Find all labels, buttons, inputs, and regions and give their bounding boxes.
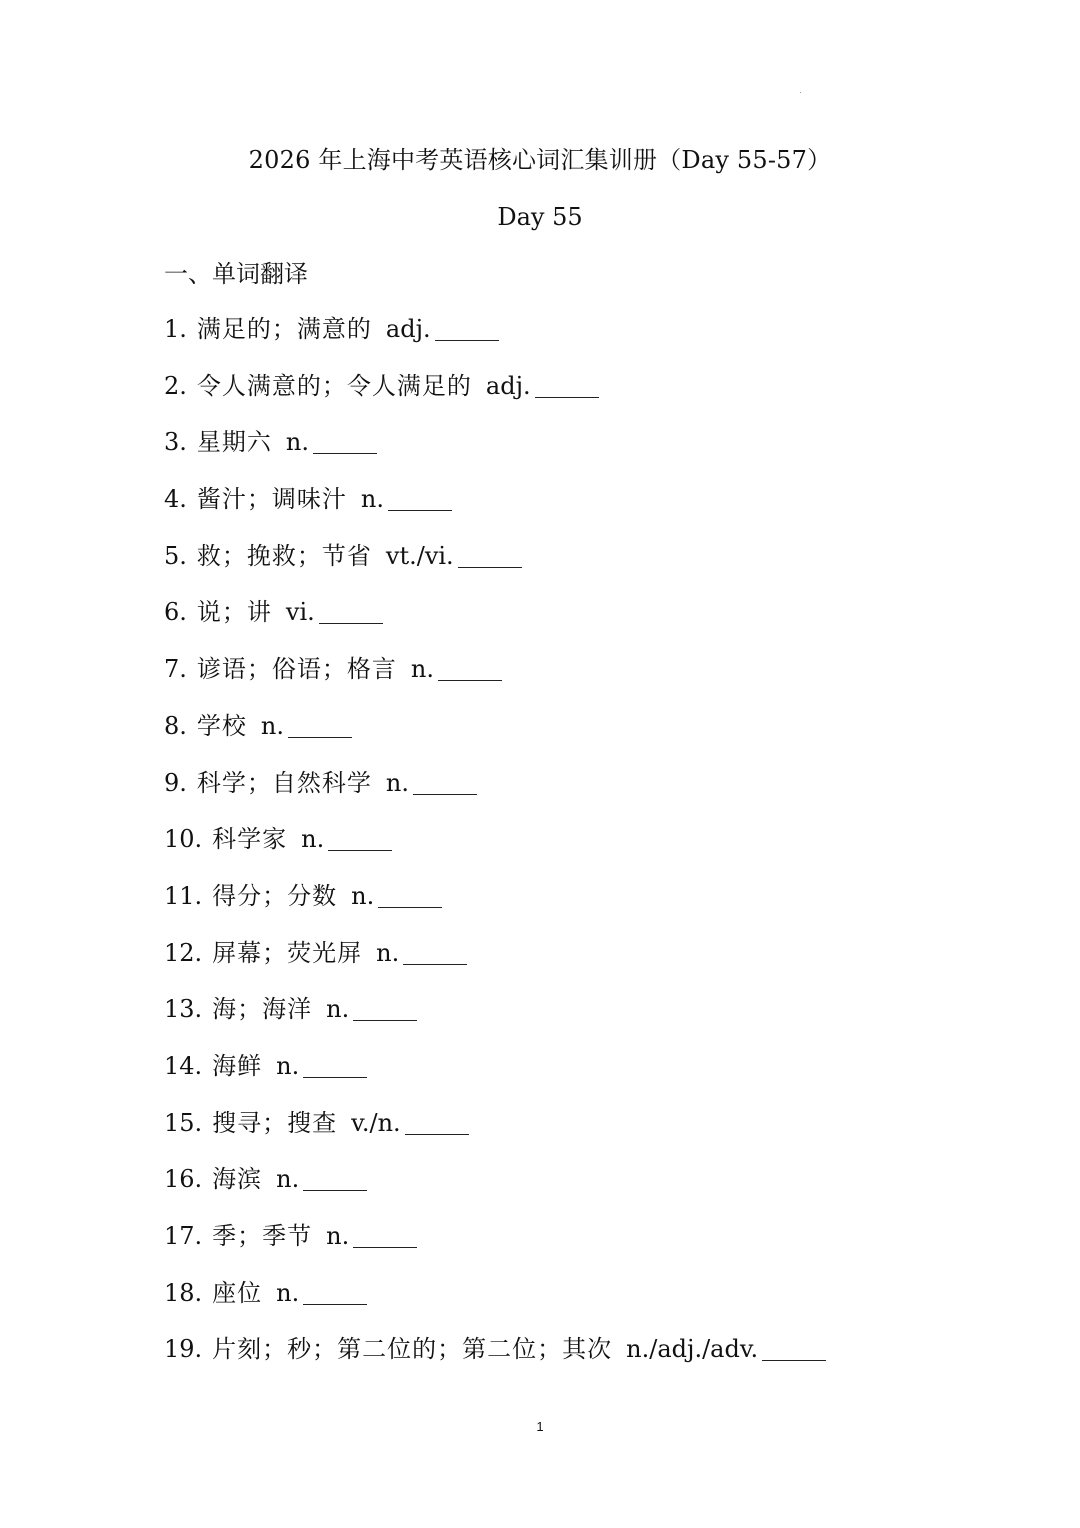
- part-of-speech: n.: [276, 1165, 300, 1194]
- answer-blank[interactable]: [438, 656, 502, 681]
- list-item: [164, 651, 1024, 708]
- answer-blank[interactable]: [435, 316, 499, 341]
- list-item: [164, 765, 1024, 822]
- chinese-meaning: 海鲜: [212, 1051, 263, 1080]
- chinese-meaning: 星期六: [196, 428, 272, 457]
- chinese-meaning: 说；讲: [196, 598, 272, 627]
- chinese-meaning: 海；海洋: [212, 995, 313, 1024]
- answer-blank[interactable]: [403, 940, 467, 965]
- part-of-speech: n.: [385, 768, 409, 797]
- item-number: 4.: [164, 485, 187, 514]
- chinese-meaning: 满足的；满意的: [196, 315, 372, 343]
- item-number: 19.: [164, 1335, 203, 1364]
- item-number: 11.: [164, 881, 203, 910]
- part-of-speech: n.: [410, 655, 434, 684]
- answer-blank[interactable]: [319, 599, 383, 624]
- answer-blank[interactable]: [288, 713, 352, 738]
- answer-blank[interactable]: [535, 373, 599, 398]
- item-number: 16.: [164, 1165, 203, 1194]
- chinese-meaning: 科学家: [212, 825, 288, 854]
- list-item: [164, 1048, 1024, 1105]
- part-of-speech: n.: [326, 995, 350, 1024]
- list-item: [164, 935, 1024, 992]
- list-item: [164, 708, 1024, 765]
- part-of-speech: vi.: [285, 598, 315, 627]
- answer-blank[interactable]: [303, 1166, 367, 1191]
- item-number: 17.: [164, 1222, 203, 1250]
- list-item: [164, 368, 1024, 425]
- part-of-speech: n./adj./adv.: [626, 1335, 759, 1364]
- page-speck: [800, 92, 801, 93]
- part-of-speech: n.: [376, 938, 400, 967]
- answer-blank[interactable]: [303, 1053, 367, 1078]
- chinese-meaning: 学校: [196, 711, 247, 740]
- list-item: [164, 878, 1024, 935]
- answer-blank[interactable]: [353, 1223, 417, 1248]
- chinese-meaning: 季；季节: [212, 1222, 313, 1250]
- answer-blank[interactable]: [458, 543, 522, 568]
- page-number: 1: [536, 1419, 544, 1434]
- item-number: 15.: [164, 1108, 203, 1137]
- section-heading: 一、单词翻译: [164, 260, 308, 288]
- list-item: [164, 821, 1024, 878]
- answer-blank[interactable]: [378, 883, 442, 908]
- part-of-speech: n.: [276, 1051, 300, 1080]
- part-of-speech: adj.: [385, 315, 431, 343]
- chinese-meaning: 搜寻；搜查: [212, 1108, 338, 1137]
- item-number: 6.: [164, 598, 187, 627]
- answer-blank[interactable]: [313, 429, 377, 454]
- list-item: [164, 481, 1024, 538]
- list-item: [164, 1161, 1024, 1218]
- chinese-meaning: 片刻；秒；第二位的；第二位；其次: [212, 1335, 613, 1364]
- part-of-speech: n.: [260, 711, 284, 740]
- part-of-speech: vt./vi.: [385, 541, 454, 570]
- item-number: 9.: [164, 768, 187, 797]
- part-of-speech: n.: [360, 485, 384, 514]
- item-number: 13.: [164, 995, 203, 1024]
- list-item: [164, 991, 1024, 1048]
- list-item: [164, 538, 1024, 595]
- part-of-speech: adj.: [485, 371, 531, 400]
- list-item: [164, 424, 1024, 481]
- item-number: 1.: [164, 315, 187, 343]
- item-number: 18.: [164, 1278, 203, 1307]
- part-of-speech: n.: [351, 881, 375, 910]
- chinese-meaning: 酱汁；调味汁: [196, 485, 347, 514]
- day-heading: Day 55: [497, 203, 583, 231]
- item-number: 7.: [164, 655, 187, 684]
- item-number: 8.: [164, 711, 187, 740]
- list-item: [164, 311, 1024, 368]
- chinese-meaning: 救；挽救；节省: [196, 541, 372, 570]
- word-translation-list: [164, 311, 1024, 1388]
- answer-blank[interactable]: [762, 1336, 826, 1361]
- chinese-meaning: 得分；分数: [212, 881, 338, 910]
- chinese-meaning: 谚语；俗语；格言: [196, 655, 397, 684]
- item-number: 3.: [164, 428, 187, 457]
- part-of-speech: n.: [276, 1278, 300, 1307]
- answer-blank[interactable]: [328, 826, 392, 851]
- item-number: 10.: [164, 825, 203, 854]
- answer-blank[interactable]: [353, 996, 417, 1021]
- answer-blank[interactable]: [405, 1110, 469, 1135]
- list-item: [164, 1275, 1024, 1332]
- list-item: [164, 1218, 1024, 1275]
- list-item: [164, 1331, 1024, 1388]
- document-title: 2026 年上海中考英语核心词汇集训册（Day 55-57）: [248, 146, 832, 174]
- chinese-meaning: 令人满意的；令人满足的: [196, 371, 472, 400]
- item-number: 5.: [164, 541, 187, 570]
- part-of-speech: v./n.: [351, 1108, 401, 1137]
- answer-blank[interactable]: [303, 1280, 367, 1305]
- item-number: 12.: [164, 938, 203, 967]
- answer-blank[interactable]: [388, 486, 452, 511]
- part-of-speech: n.: [285, 428, 309, 457]
- list-item: [164, 1105, 1024, 1162]
- part-of-speech: n.: [326, 1222, 350, 1250]
- list-item: [164, 594, 1024, 651]
- part-of-speech: n.: [301, 825, 325, 854]
- item-number: 2.: [164, 371, 187, 400]
- chinese-meaning: 屏幕；荧光屏: [212, 938, 363, 967]
- chinese-meaning: 座位: [212, 1278, 263, 1307]
- answer-blank[interactable]: [413, 770, 477, 795]
- item-number: 14.: [164, 1051, 203, 1080]
- chinese-meaning: 海滨: [212, 1165, 263, 1194]
- chinese-meaning: 科学；自然科学: [196, 768, 372, 797]
